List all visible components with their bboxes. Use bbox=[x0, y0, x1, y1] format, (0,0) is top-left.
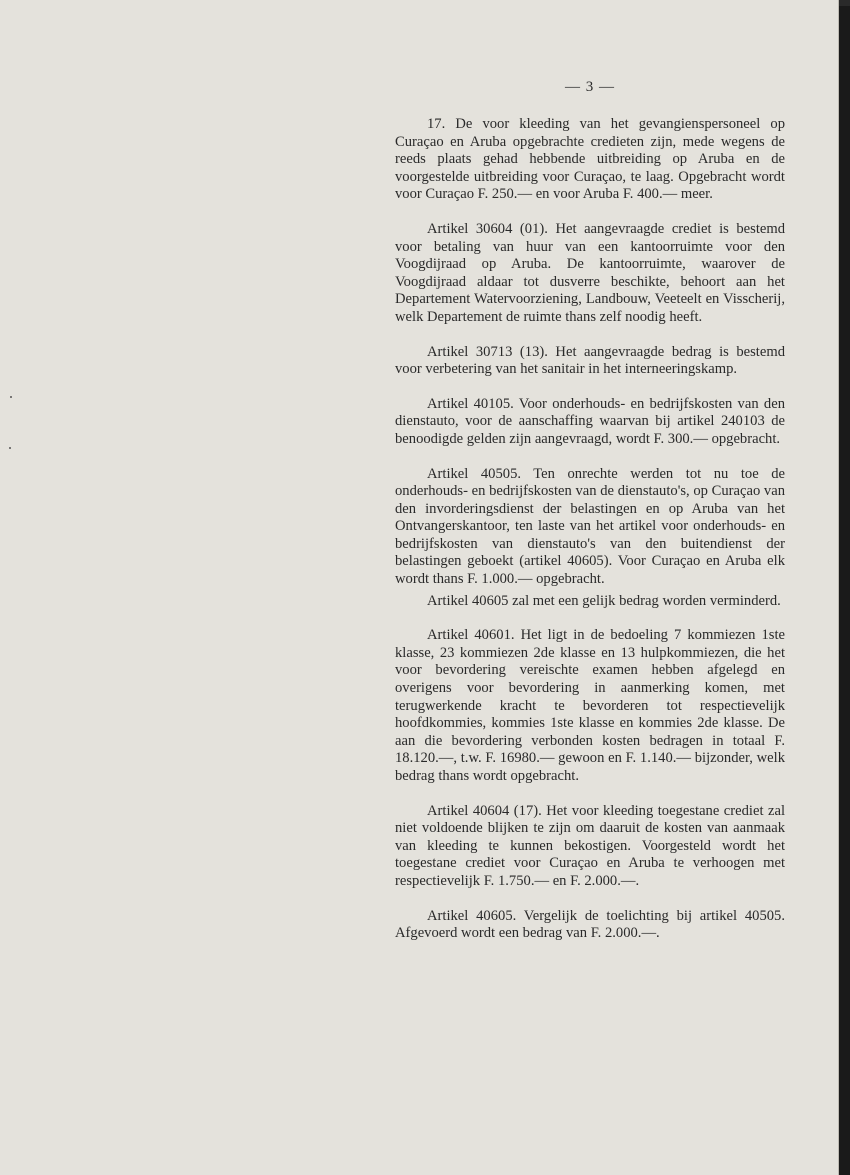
paragraph-artikel-40605: Artikel 40605. Vergelijk de toelichting bij artikel 40505. Afgevoerd wordt een bedrag van F. 2.000.—. bbox=[395, 907, 785, 942]
paragraph-17: 17. De voor kleeding van het gevangienspersoneel op Curaçao en Aruba opgebrachte credieten zijn, mede wegens de reeds plaats gehad hebbende uitbreiding op Aruba en de voorgestelde uitbreiding voor Curaçao, te laag. Opgebracht wordt voor Curaçao F. 250.— en voor Aruba F. 400.— meer. bbox=[395, 116, 785, 203]
paragraph-artikel-30713: Artikel 30713 (13). Het aangevraagde bedrag is bestemd voor verbetering van het sanitair in het interneeringskamp. bbox=[395, 343, 785, 378]
paragraph-artikel-40105: Artikel 40105. Voor onderhouds- en bedrijfskosten van den dienstauto, voor de aanschaffing waarvan bij artikel 240103 de benoodigde gelden zijn aangevraagd, wordt F. 300.— opgebracht. bbox=[395, 395, 785, 447]
paragraph-artikel-40604: Artikel 40604 (17). Het voor kleeding toegestane crediet zal niet voldoende blijken te zijn om daaruit de kosten van aanmaak van kleeding te kunnen bekostigen. Voorgesteld wordt het toegestane crediet voor Curaçao en Aruba te verhoogen met respectievelijk F. 1.750.— en F. 2.000.—. bbox=[395, 802, 785, 889]
margin-speck bbox=[9, 447, 11, 449]
paragraph-artikel-40601: Artikel 40601. Het ligt in de bedoeling 7 kommiezen 1ste klasse, 23 kommiezen 2de klasse en 13 hulpkommiezen, die het voor bevordering vereischte examen hebben afgelegd en overigens voor bevordering in aanmerking komen, met terugwerkende kracht te bevorderen tot respectievelijk hoofdkommies, kommies 1ste klasse en kommies 2de klasse. De aan die bevordering verbonden kosten bedragen in totaal F. 18.120.—, t.w. F. 16980.— gewoon en F. 1.140.— bijzonder, welk bedrag thans wordt opgebracht. bbox=[395, 627, 785, 784]
paragraph-artikel-40505: Artikel 40505. Ten onrechte werden tot nu toe de onderhouds- en bedrijfskosten van de dienstauto's, op Curaçao van den invorderingsdienst der belastingen en op Aruba van het Ontvangerskantoor, ten laste van het artikel voor onderhouds- en bedrijfskosten van dienstauto's van den buitendienst der belastingen geboekt (artikel 40605). Voor Curaçao en Aruba elk wordt thans F. 1.000.— opgebracht. bbox=[395, 465, 785, 588]
page-number: — 3 — bbox=[565, 79, 615, 95]
body-text bbox=[395, 116, 785, 943]
paragraph-artikel-30604: Artikel 30604 (01). Het aangevraagde crediet is bestemd voor betaling van huur van een kantoorruimte voor den Voogdijraad op Aruba. De kantoorruimte, waarover de Voogdijraad aldaar tot dusverre beschikte, behoort aan het Departement Watervoorziening, Landbouw, Veeteelt en Visscherij, welk Departement de ruimte thans zelf noodig heeft. bbox=[395, 220, 785, 325]
paragraph-artikel-40605-note: Artikel 40605 zal met een gelijk bedrag worden verminderd. bbox=[427, 592, 781, 609]
margin-speck bbox=[10, 396, 12, 398]
